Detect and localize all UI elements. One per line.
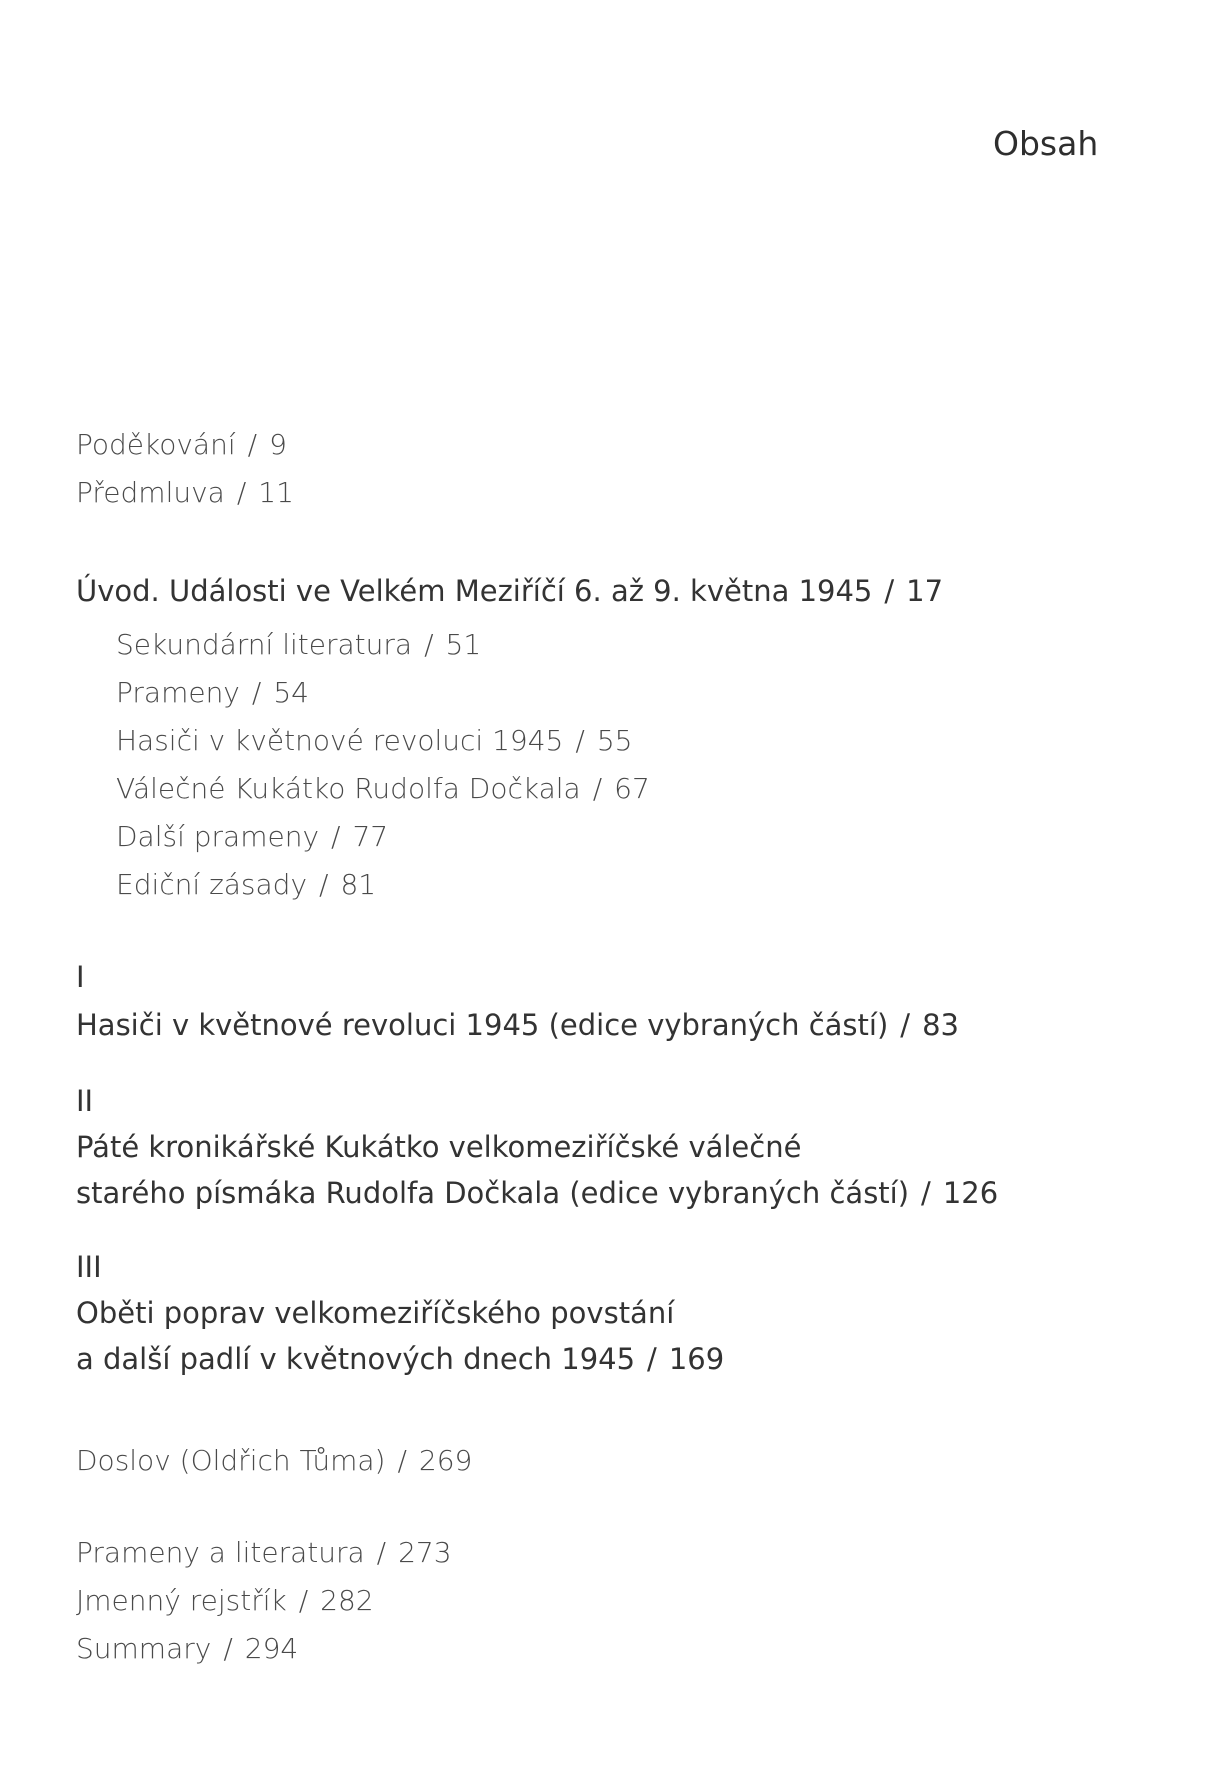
toc-entry-page: 126 — [942, 1176, 999, 1210]
toc-entry-part-3-line1: Oběti poprav velkomeziříčského povstání — [76, 1296, 675, 1330]
toc-entry-label: Prameny — [116, 676, 240, 709]
toc-subentry — [116, 772, 650, 805]
toc-entry-part-2 — [76, 1176, 998, 1210]
toc-entry-page: 273 — [398, 1536, 452, 1569]
toc-entry-label: Válečné Kukátko Rudolfa Dočkala — [116, 772, 581, 805]
toc-entry-page: 81 — [340, 868, 377, 901]
toc-separator: / — [397, 1444, 407, 1477]
part-numeral: I — [76, 960, 85, 994]
toc-entry-label: Hasiči v květnové revoluci 1945 (edice vybraných částí) — [76, 1008, 889, 1042]
toc-subentry — [116, 676, 309, 709]
toc-entry-page: 169 — [668, 1342, 725, 1376]
toc-separator: / — [331, 820, 341, 853]
toc-entry-label: starého písmáka Rudolfa Dočkala (edice vybraných částí) — [76, 1176, 910, 1210]
toc-entry-label: Úvod. Události ve Velkém Meziříčí 6. až 9. května 1945 — [76, 574, 873, 608]
toc-separator: / — [251, 676, 262, 709]
toc-separator: / — [236, 476, 247, 509]
toc-separator: / — [319, 868, 329, 901]
toc-subentry — [116, 820, 388, 853]
toc-entry-page: 269 — [418, 1444, 473, 1477]
toc-entry-page: 9 — [269, 428, 287, 461]
toc-entry-page: 77 — [352, 820, 389, 853]
toc-separator: / — [376, 1536, 387, 1569]
toc-entry-label: Předmluva — [76, 476, 225, 509]
toc-separator: / — [247, 428, 258, 461]
toc-entry-label: Summary — [76, 1632, 212, 1665]
toc-entry-label: Poděkování — [76, 428, 236, 461]
toc-entry-page: 83 — [922, 1008, 959, 1042]
toc-entry-label: Hasiči v květnové revoluci 1945 — [116, 724, 564, 757]
part-numeral: II — [76, 1084, 94, 1118]
toc-entry-label: Sekundární literatura — [116, 628, 413, 661]
toc-entry-label: Další prameny — [116, 820, 320, 853]
toc-entry-part-3 — [76, 1342, 724, 1376]
page-title: Obsah — [993, 124, 1099, 163]
toc-entry-preface — [76, 476, 294, 509]
toc-entry-summary — [76, 1632, 298, 1665]
toc-entry-label: Ediční zásady — [116, 868, 308, 901]
toc-entry-label: Prameny a literatura — [76, 1536, 365, 1569]
toc-entry-page: 51 — [445, 628, 482, 661]
toc-entry-part-1 — [76, 1008, 959, 1042]
toc-entry-page: 17 — [906, 574, 944, 608]
toc-separator: / — [647, 1342, 657, 1376]
toc-entry-label: a další padlí v květnových dnech 1945 — [76, 1342, 636, 1376]
toc-separator: / — [223, 1632, 233, 1665]
toc-separator: / — [921, 1176, 931, 1210]
toc-separator: / — [900, 1008, 911, 1042]
toc-separator: / — [592, 772, 603, 805]
toc-separator: / — [575, 724, 585, 757]
toc-entry-part-2-line1: Páté kronikářské Kukátko velkomeziříčské válečné — [76, 1130, 802, 1164]
toc-entry-page: 54 — [273, 676, 309, 709]
toc-entry-page: 282 — [320, 1584, 374, 1617]
toc-entry-sources — [76, 1536, 452, 1569]
toc-separator: / — [298, 1584, 309, 1617]
toc-entry-label: Jmenný rejstřík — [76, 1584, 287, 1617]
part-numeral: III — [76, 1250, 102, 1284]
toc-entry-page: 67 — [614, 772, 650, 805]
toc-entry-afterword — [76, 1444, 472, 1477]
toc-entry-page: 294 — [244, 1632, 299, 1665]
toc-entry-index — [76, 1584, 374, 1617]
toc-entry-acknowledgements — [76, 428, 287, 461]
toc-subentry — [116, 628, 481, 661]
toc-separator: / — [884, 574, 895, 608]
toc-entry-label: Doslov (Oldřich Tůma) — [76, 1444, 386, 1477]
toc-subentry — [116, 868, 376, 901]
toc-separator: / — [424, 628, 434, 661]
toc-entry-page: 55 — [596, 724, 633, 757]
toc-subentry — [116, 724, 632, 757]
toc-entry-page: 11 — [258, 476, 294, 509]
toc-entry-intro — [76, 574, 943, 608]
